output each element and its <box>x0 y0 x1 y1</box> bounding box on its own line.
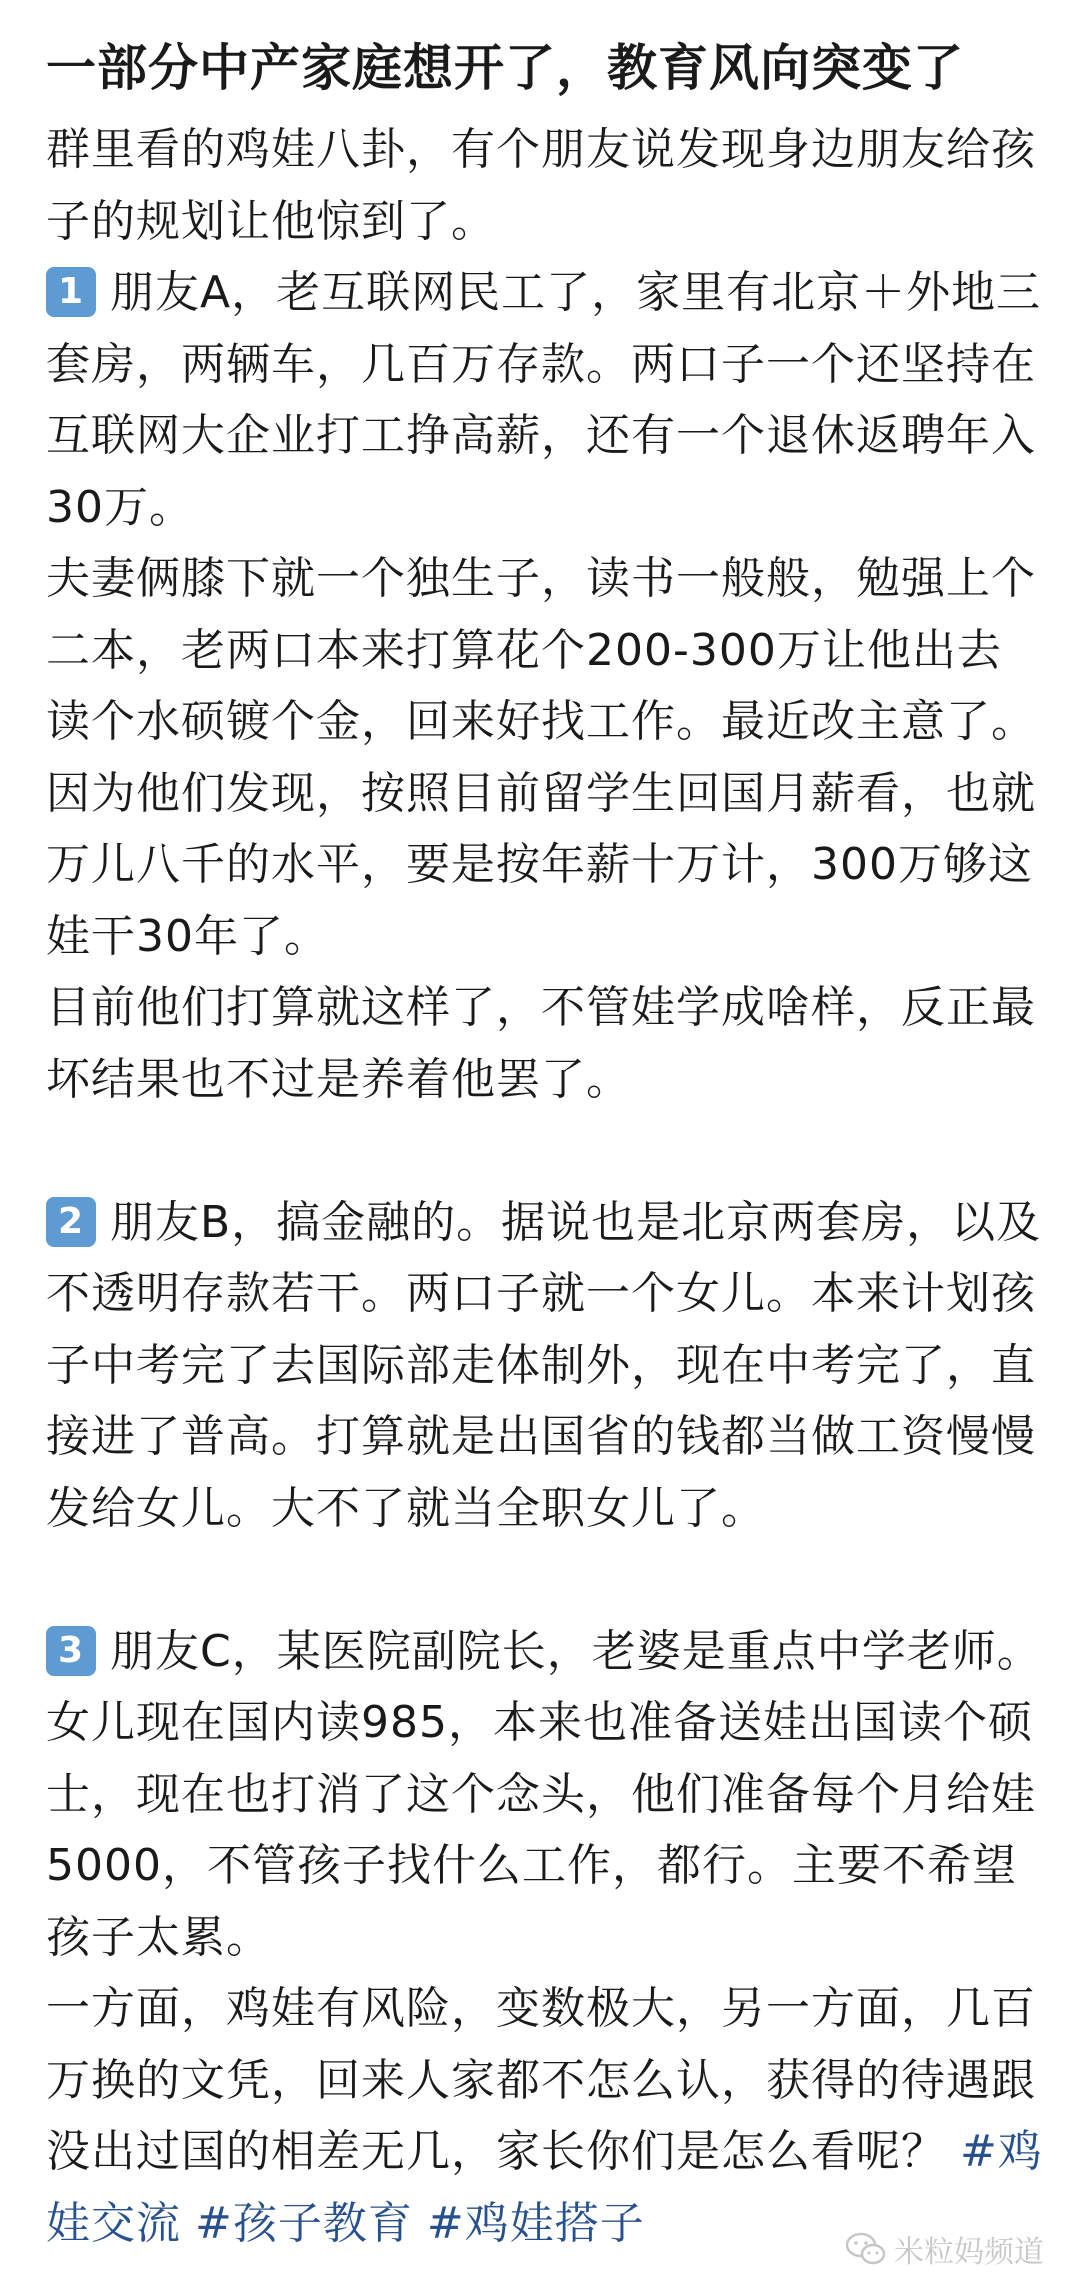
hashtag-link[interactable]: #鸡娃搭子 <box>426 2197 645 2249</box>
paragraph-gap <box>46 1115 1046 1187</box>
friend-a-paragraph-3: 目前他们打算就这样了，不管娃学成啥样，反正最坏结果也不过是养着他罢了。 <box>46 982 1036 1105</box>
closing-paragraph <box>46 1973 1046 2259</box>
friend-a-paragraph-2: 夫妻俩膝下就一个独生子，读书一般般，勉强上个二本，老两口本来打算花个200-300万让他出去读个水硕镀个金，回来好找工作。最近改主意了。因为他们发现，按照目前留学生回国月薪看，也就万儿八千的水平，要是按年薪十万计，300万够这娃干30年了。 <box>46 553 1036 962</box>
friend-b-paragraph <box>46 1187 1046 1545</box>
friend-b-text: 朋友B，搞金融的。据说也是北京两套房，以及不透明存款若干。两口子就一个女儿。本来计划孩子中考完了去国际部走体制外，现在中考完了，直接进了普高。打算就是出国省的钱都当做工资慢慢发给女儿。大不了就当全职女儿了。 <box>46 1196 1042 1534</box>
intro-paragraph: 群里看的鸡娃八卦，有个朋友说发现身边朋友给孩子的规划让他惊到了。 <box>46 124 1036 247</box>
friend-c-paragraph <box>46 1616 1046 1974</box>
watermark <box>846 2227 1044 2271</box>
number-3-icon: 3 <box>46 1626 96 1676</box>
post-title: 一部分中产家庭想开了，教育风向突变了 <box>46 39 964 97</box>
wechat-icon <box>846 2232 886 2266</box>
hashtag-link[interactable]: #鸡娃交流 <box>46 2126 1043 2249</box>
number-2-icon: 2 <box>46 1197 96 1247</box>
watermark-text: 米粒妈频道 <box>894 2235 1044 2270</box>
friend-c-text: 朋友C，某医院副院长，老婆是重点中学老师。女儿现在国内读985，本来也准备送娃出国读个硕士，现在也打消了这个念头，他们准备每个月给娃5000，不管孩子找什么工作，都行。主要不希望孩子太累。 <box>46 1625 1042 1963</box>
closing-text: 一方面，鸡娃有风险，变数极大，另一方面，几百万换的文凭，回来人家都不怎么认，获得的待遇跟没出过国的相差无几，家长你们是怎么看呢？ <box>46 1983 1036 2177</box>
hashtag-link[interactable]: #孩子教育 <box>195 2197 413 2249</box>
number-1-icon: 1 <box>46 267 96 317</box>
paragraph-gap <box>46 1544 1046 1616</box>
friend-a-text: 朋友A，老互联网民工了，家里有北京＋外地三套房，两辆车，几百万存款。两口子一个还坚持在互联网大企业打工挣高薪，还有一个退休返聘年入30万。 <box>46 267 1042 533</box>
friend-a-paragraph <box>46 257 1046 543</box>
post-content <box>46 30 1046 2259</box>
